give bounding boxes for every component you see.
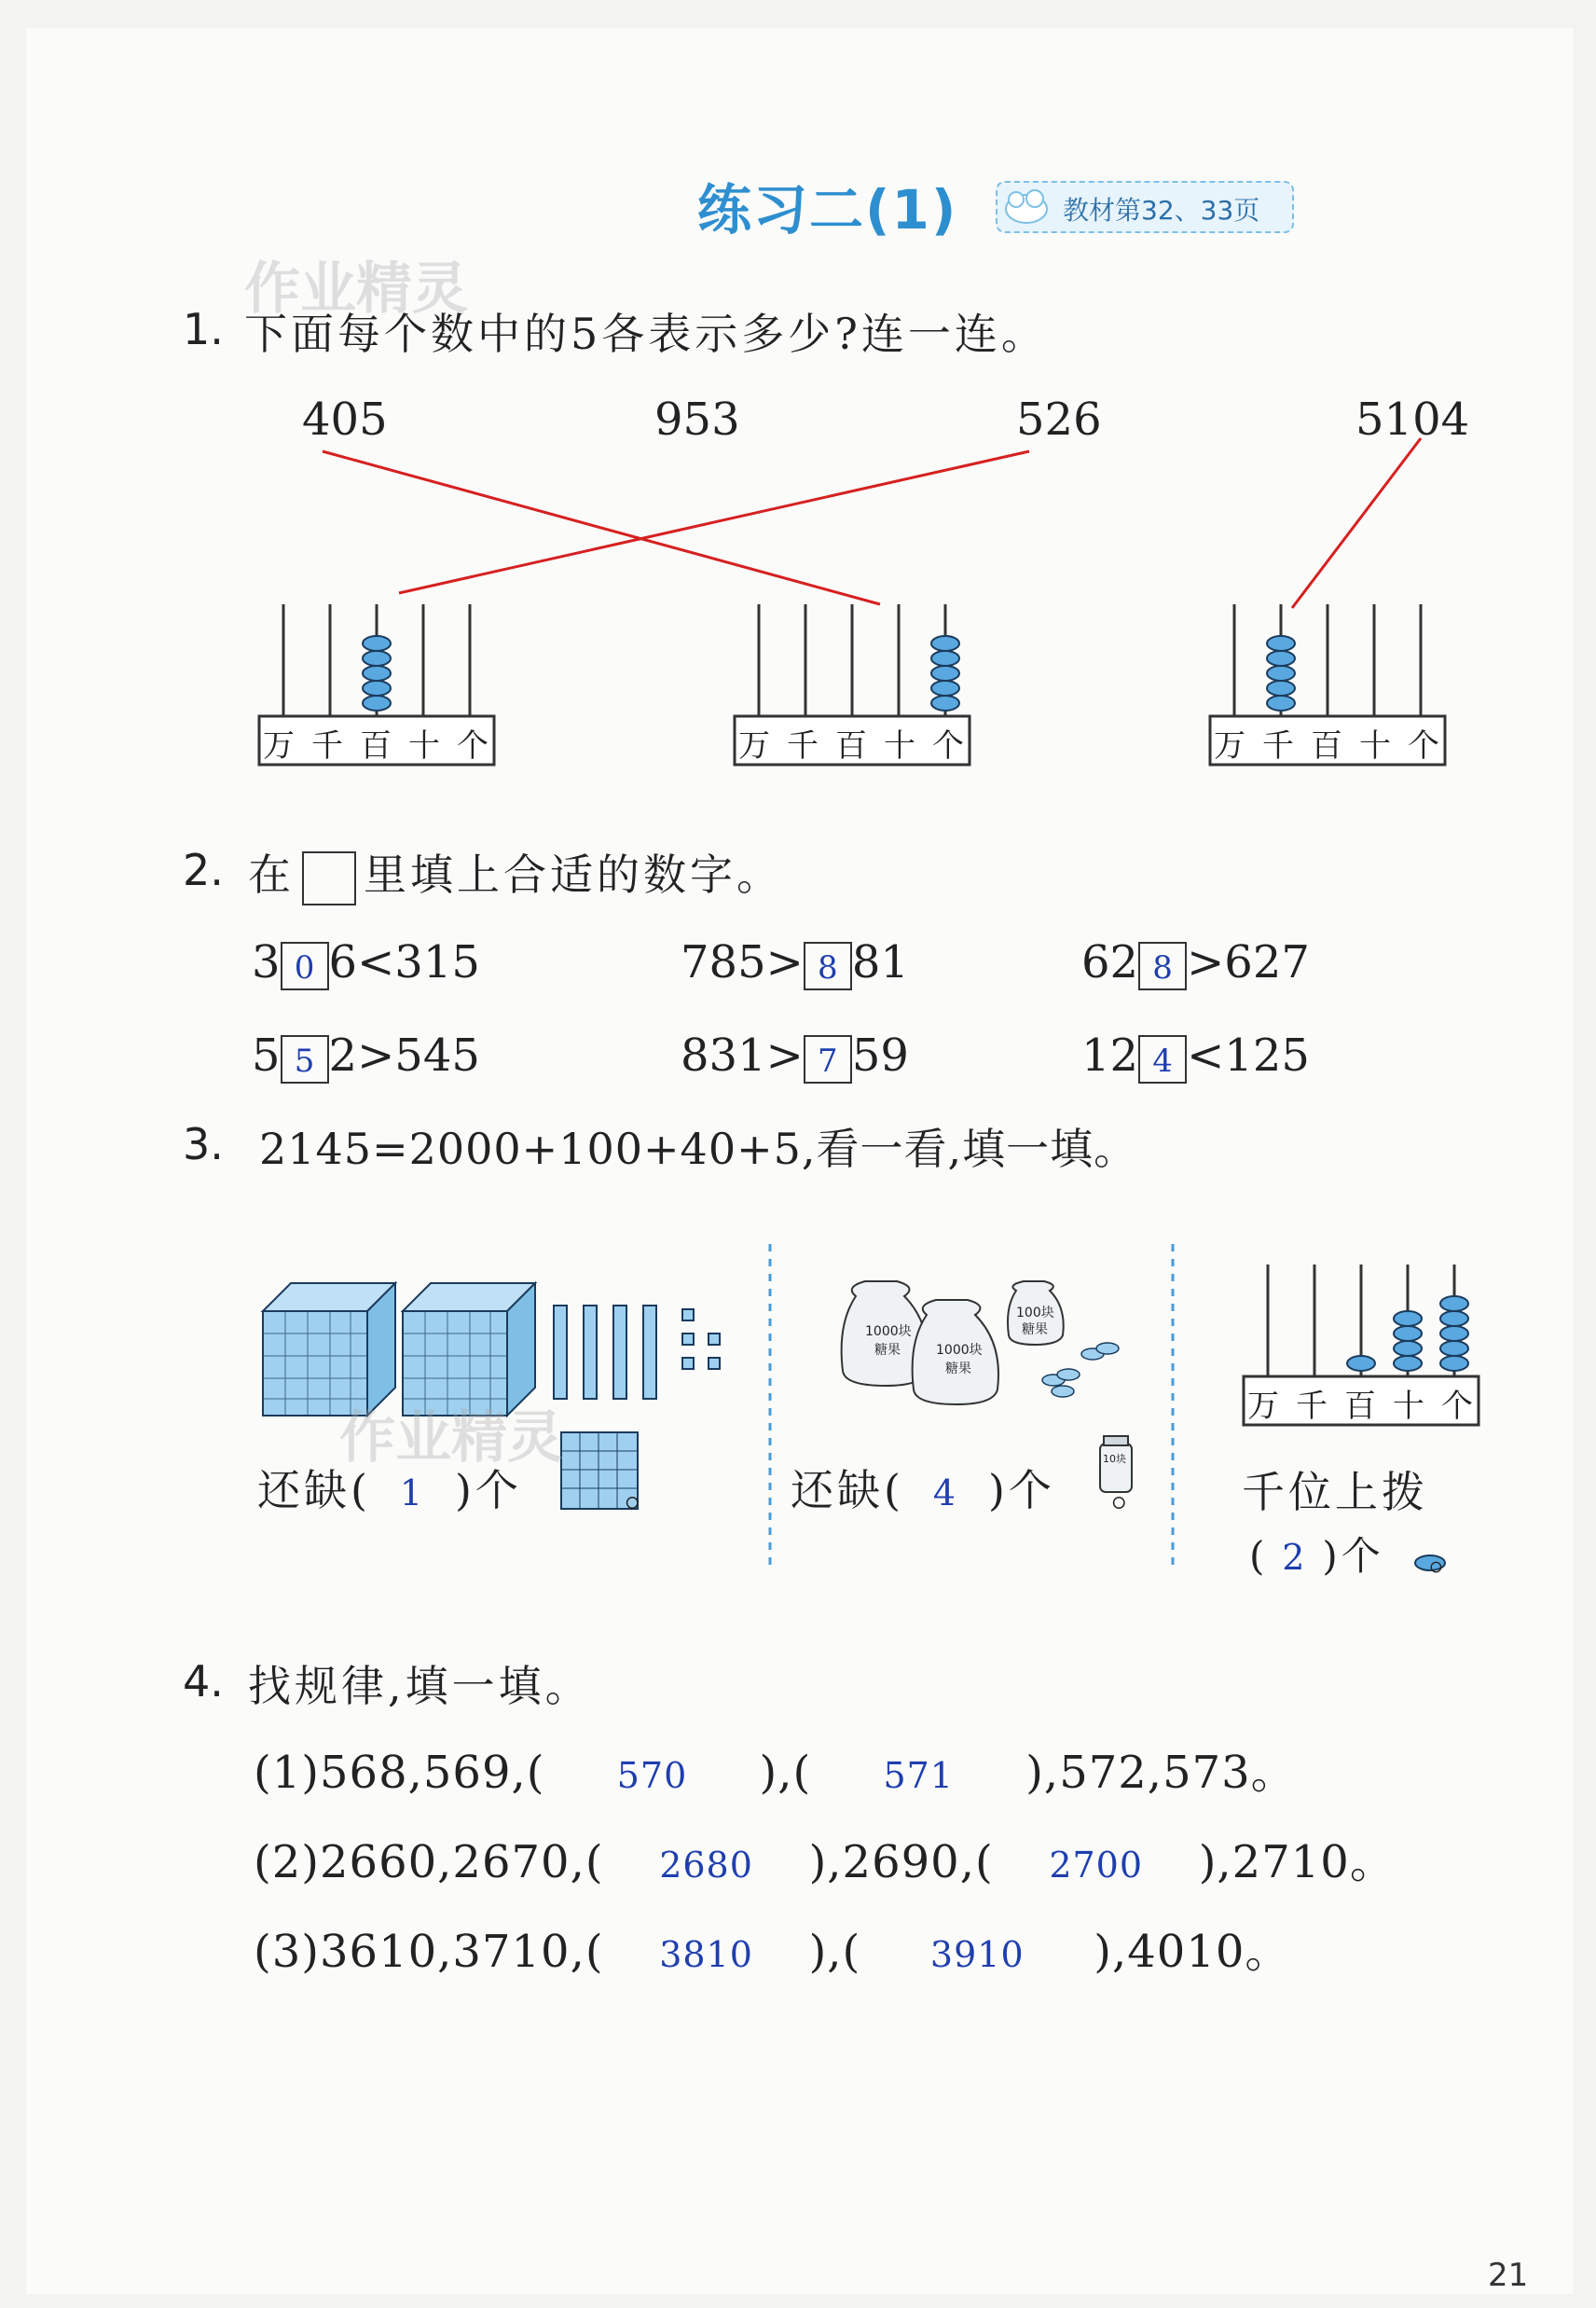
answer-field[interactable]: 2700 <box>1049 1845 1144 1886</box>
blank-box-example <box>302 851 356 905</box>
q2-item-3: 62 8 >627 <box>1081 936 1310 988</box>
svg-text:糖果: 糖果 <box>945 1361 971 1376</box>
q2-number: 2. <box>183 845 224 895</box>
answer-box[interactable]: 5 <box>281 1035 329 1084</box>
q1-number: 1. <box>183 304 224 354</box>
reference-text: 教材第32、33页 <box>1063 195 1260 226</box>
q1-number-953: 953 <box>654 394 740 446</box>
watermark: 作业精灵 <box>244 256 468 322</box>
q4-row-3: (3)3610,3710,( 3810 ),( 3910 ),4010。 <box>254 1926 1291 1978</box>
answer-field[interactable]: 2 <box>1282 1537 1309 1578</box>
q2-item-2: 785> 8 81 <box>681 936 909 988</box>
q3-part3-line2: ( 2 )个 。 <box>1249 1533 1472 1579</box>
q3-text: 2145=2000+100+40+5,看一看,填一填。 <box>259 1124 1138 1174</box>
answer-box[interactable]: 8 <box>1138 942 1187 990</box>
hundred-rods <box>554 1306 656 1399</box>
page-title: 练习二(1) <box>697 178 958 242</box>
answer-box[interactable]: 0 <box>281 942 329 990</box>
q1-text: 下面每个数中的5各表示多少?连一连。 <box>244 309 1048 359</box>
q3-part3-line1: 千位上拨 <box>1242 1467 1428 1517</box>
svg-text:糖果: 糖果 <box>1022 1322 1048 1337</box>
svg-text:糖果: 糖果 <box>874 1343 901 1358</box>
q4-text: 找规律,填一填。 <box>248 1661 592 1711</box>
q4-row-1: (1)568,569,( 570 ),( 571 ),572,573。 <box>254 1747 1297 1799</box>
svg-text:10块: 10块 <box>1103 1453 1126 1465</box>
svg-text:100块: 100块 <box>1016 1306 1054 1320</box>
abacus-1-labels: 万千百十个 <box>263 727 505 765</box>
q4-number: 4. <box>183 1656 224 1707</box>
answer-field[interactable]: 570 <box>616 1755 688 1796</box>
answer-box[interactable]: 7 <box>804 1035 852 1084</box>
q2-item-4: 5 5 2>545 <box>252 1030 480 1082</box>
answer-field[interactable]: 4 <box>932 1472 960 1513</box>
abacus-2-labels: 万千百十个 <box>738 727 981 765</box>
abacus-3-labels: 万千百十个 <box>1214 727 1456 765</box>
svg-text:1000块: 1000块 <box>936 1343 983 1358</box>
answer-field[interactable]: 2680 <box>659 1845 753 1886</box>
connect-line-5104 <box>1292 438 1421 608</box>
q2-item-5: 831> 7 59 <box>681 1030 909 1082</box>
watermark: 作业精灵 <box>339 1405 563 1471</box>
connect-line-405 <box>323 451 880 604</box>
q1-number-405: 405 <box>302 394 388 446</box>
answer-box[interactable]: 8 <box>804 942 852 990</box>
q1-number-5104: 5104 <box>1355 394 1470 446</box>
abacus-4-labels: 万千百十个 <box>1247 1388 1490 1425</box>
answer-field[interactable]: 3810 <box>659 1934 753 1975</box>
svg-text:1000块: 1000块 <box>865 1324 912 1339</box>
unit-cubes <box>682 1309 720 1369</box>
q4-row-2: (2)2660,2670,( 2680 ),2690,( 2700 ),2710。 <box>254 1836 1396 1888</box>
loose-candy-icon <box>1042 1343 1119 1397</box>
answer-field[interactable]: 1 <box>399 1472 427 1513</box>
page-number: 21 <box>1488 2257 1529 2294</box>
answer-field[interactable]: 571 <box>883 1755 954 1796</box>
answer-box[interactable]: 4 <box>1138 1035 1187 1084</box>
q2-text: 在 里填上合适的数字。 <box>248 841 783 905</box>
q2-item-1: 3 0 6<315 <box>252 936 480 988</box>
beads <box>1267 636 1295 711</box>
q3-part1: 还缺( 1 )个 。 <box>257 1465 671 1515</box>
answer-field[interactable]: 3910 <box>929 1934 1025 1975</box>
q3-number: 3. <box>183 1119 224 1169</box>
beads <box>363 636 391 711</box>
q2-item-6: 12 4 <125 <box>1081 1030 1310 1082</box>
beads <box>931 636 959 711</box>
connect-line-526 <box>399 451 1029 593</box>
q3-part2: 还缺( 4 )个 。 <box>791 1465 1158 1515</box>
q1-number-526: 526 <box>1016 394 1102 446</box>
